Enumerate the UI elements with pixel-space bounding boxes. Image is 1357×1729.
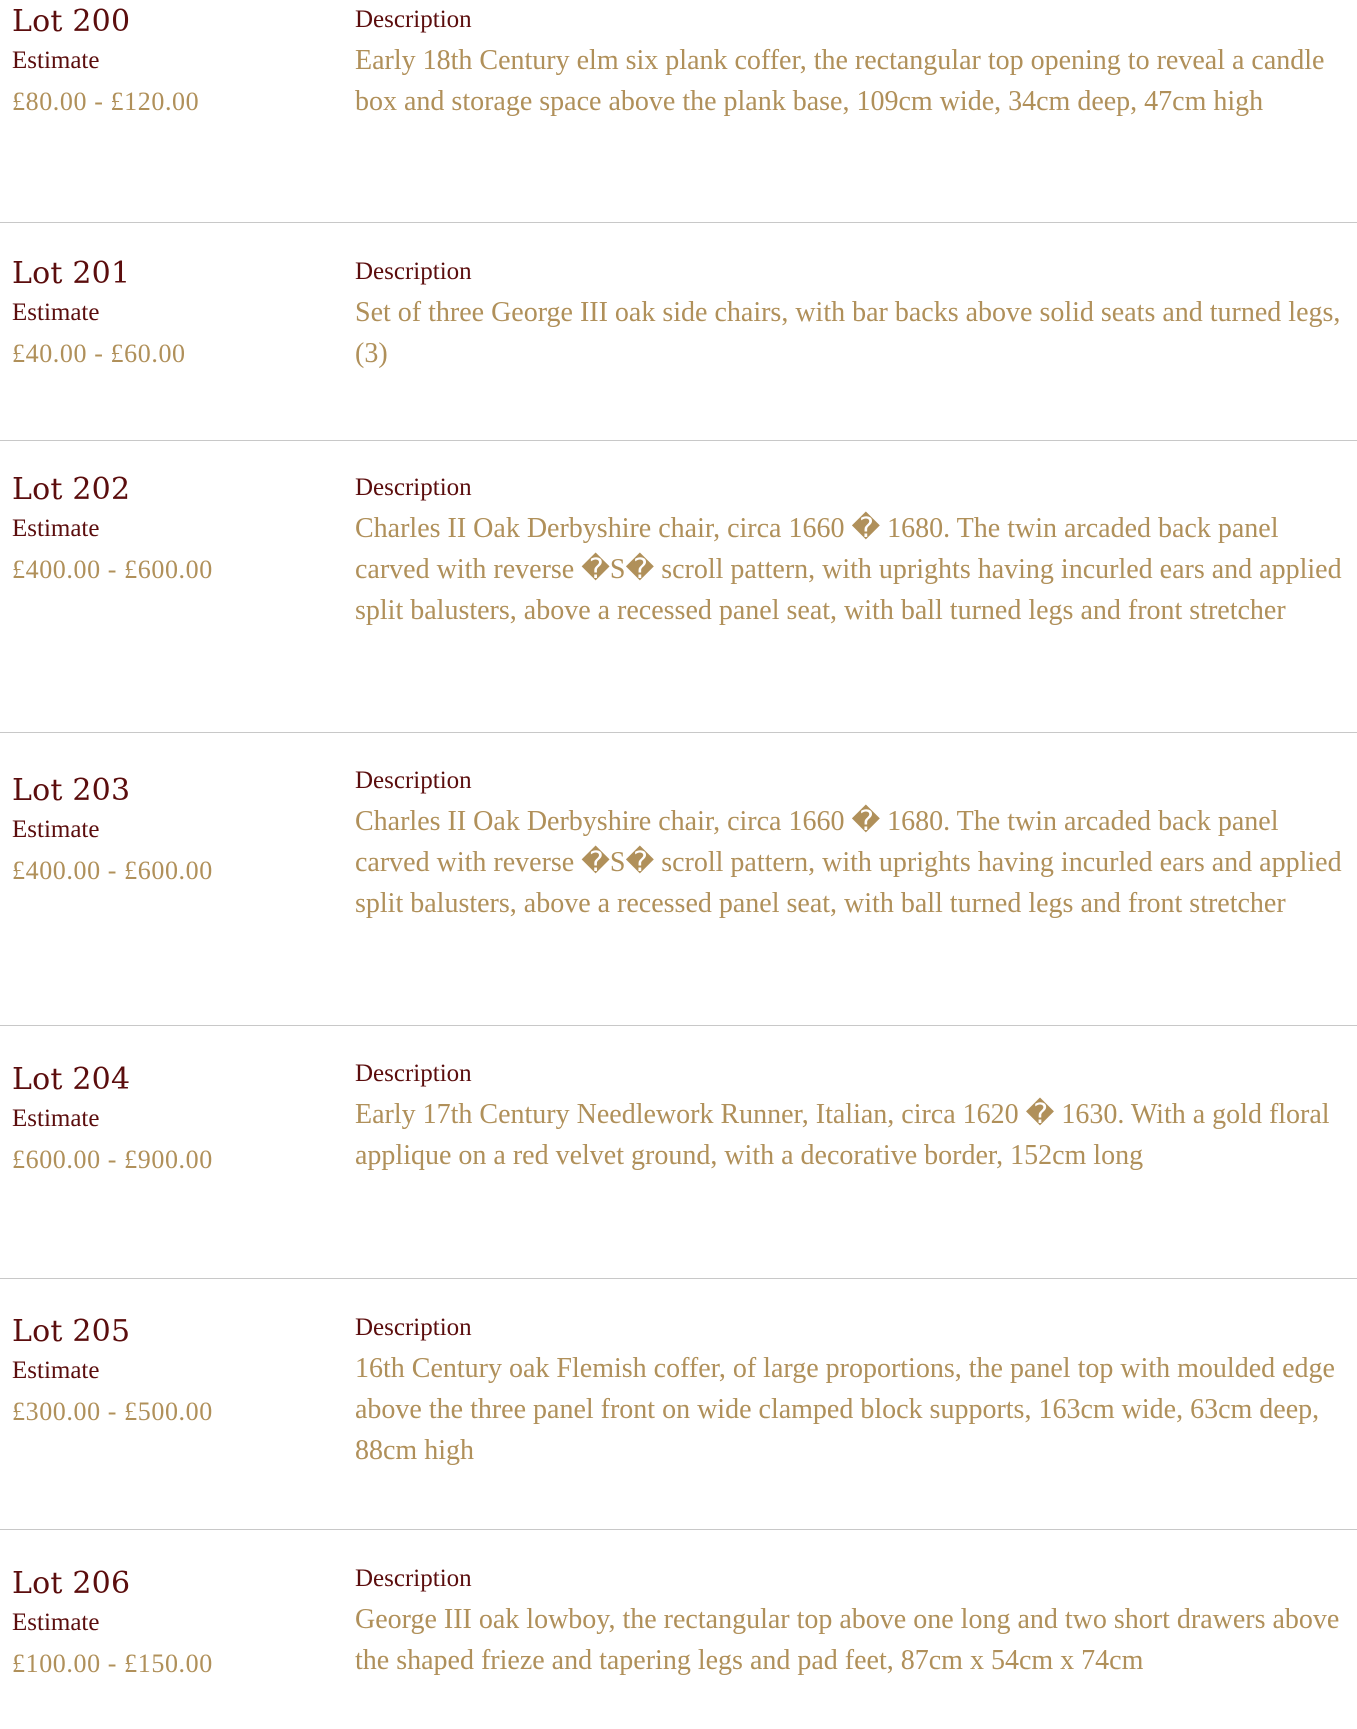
description-text: Set of three George III oak side chairs, with bar backs above solid seats and turned legs, (3): [355, 297, 1341, 369]
description-label: Description: [355, 1565, 472, 1592]
lot-details: [355, 1559, 1350, 1681]
lot-item: [0, 1530, 1357, 1729]
description-label: Description: [355, 1314, 472, 1341]
lot-details: [355, 252, 1350, 374]
description-text: Charles II Oak Derbyshire chair, circa 1660 � 1680. The twin arcaded back panel carved with reverse �S� scroll pattern, with uprights having incurled ears and applied split balusters, above a recessed panel seat, with ball turned legs and front stretcher: [355, 513, 1342, 626]
lot-details: [355, 761, 1350, 924]
lot-item: [0, 1026, 1357, 1279]
lot-summary: [12, 1565, 332, 1685]
description-label: Description: [355, 258, 472, 285]
lot-title[interactable]: Lot 201: [12, 256, 131, 291]
estimate-label: Estimate: [12, 816, 100, 843]
lot-title[interactable]: Lot 200: [12, 4, 131, 39]
estimate-value: £400.00 - £600.00: [12, 555, 213, 584]
estimate-value: £80.00 - £120.00: [12, 87, 200, 116]
description-label: Description: [355, 474, 472, 501]
description-text: 16th Century oak Flemish coffer, of large proportions, the panel top with moulded edge above the three panel front on wide clamped block supports, 163cm wide, 63cm deep, 88cm high: [355, 1353, 1335, 1466]
lot-title[interactable]: Lot 205: [12, 1314, 131, 1349]
estimate-value: £300.00 - £500.00: [12, 1397, 213, 1426]
lot-summary: [12, 1313, 332, 1433]
lot-title[interactable]: Lot 202: [12, 472, 131, 507]
estimate-label: Estimate: [12, 1609, 100, 1636]
lot-title[interactable]: Lot 206: [12, 1566, 131, 1601]
lot-title[interactable]: Lot 204: [12, 1062, 131, 1097]
estimate-label: Estimate: [12, 299, 100, 326]
lot-details: [355, 468, 1350, 631]
estimate-label: Estimate: [12, 515, 100, 542]
estimate-value: £600.00 - £900.00: [12, 1145, 213, 1174]
description-label: Description: [355, 1060, 472, 1087]
estimate-value: £100.00 - £150.00: [12, 1649, 213, 1678]
lot-details: [355, 1308, 1350, 1471]
lot-summary: [12, 471, 332, 591]
estimate-value: £400.00 - £600.00: [12, 856, 213, 885]
description-text: Charles II Oak Derbyshire chair, circa 1660 � 1680. The twin arcaded back panel carved with reverse �S� scroll pattern, with uprights having incurled ears and applied split balusters, above a recessed panel seat, with ball turned legs and front stretcher: [355, 806, 1342, 919]
lot-item: [0, 441, 1357, 733]
lot-summary: [12, 255, 332, 375]
estimate-label: Estimate: [12, 1357, 100, 1384]
description-label: Description: [355, 767, 472, 794]
lot-summary: [12, 772, 332, 892]
lot-item: [0, 733, 1357, 1026]
lot-title[interactable]: Lot 203: [12, 773, 131, 808]
description-text: George III oak lowboy, the rectangular top above one long and two short drawers above the shaped frieze and tapering legs and pad feet, 87cm x 54cm x 74cm: [355, 1604, 1340, 1676]
lot-details: [355, 1054, 1350, 1176]
lot-item: [0, 1279, 1357, 1530]
estimate-value: £40.00 - £60.00: [12, 339, 186, 368]
description-text: Early 18th Century elm six plank coffer, the rectangular top opening to reveal a candle box and storage space above the plank base, 109cm wide, 34cm deep, 47cm high: [355, 45, 1325, 117]
lot-details: [355, 0, 1350, 122]
estimate-label: Estimate: [12, 1105, 100, 1132]
lot-summary: [12, 3, 332, 123]
lot-item: [0, 0, 1357, 223]
lot-summary: [12, 1061, 332, 1181]
description-text: Early 17th Century Needlework Runner, Italian, circa 1620 � 1630. With a gold floral applique on a red velvet ground, with a decorative border, 152cm long: [355, 1099, 1330, 1171]
estimate-label: Estimate: [12, 47, 100, 74]
lot-item: [0, 223, 1357, 441]
description-label: Description: [355, 6, 472, 33]
